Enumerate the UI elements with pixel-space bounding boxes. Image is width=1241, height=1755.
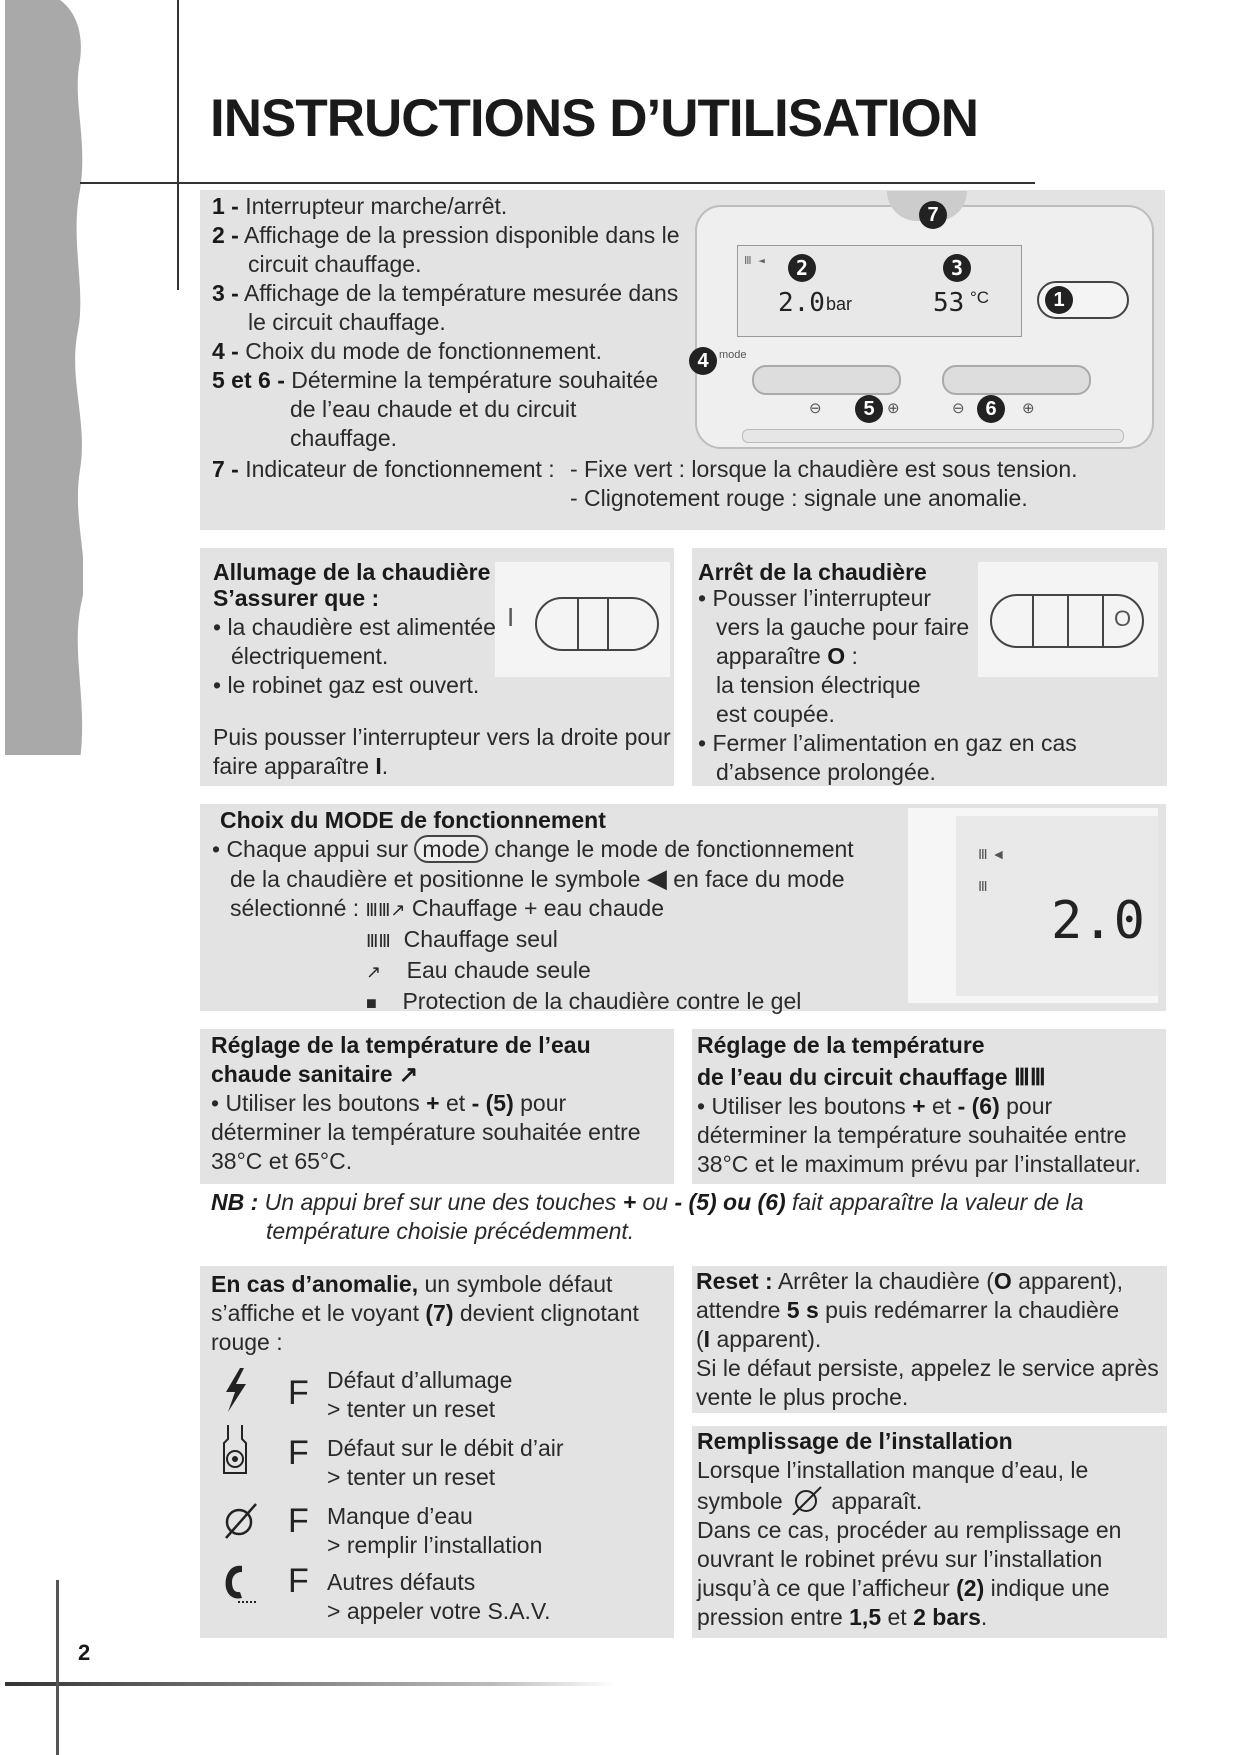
heating-plus-icon: ⊕ <box>1022 400 1035 417</box>
arrow-left-icon: ◀ <box>646 863 667 893</box>
mode-lcd <box>956 816 1158 996</box>
mode-lcd-value: 2.0 <box>1051 891 1145 951</box>
dhw-minus-icon: ⊖ <box>809 400 822 417</box>
badge-1: 1 <box>1045 286 1073 314</box>
frost-protection-icon: ■ <box>366 993 377 1013</box>
phone-icon <box>220 1562 260 1609</box>
power-switch[interactable] <box>1037 281 1129 319</box>
heating-buttons[interactable] <box>942 365 1091 395</box>
no-water-icon <box>789 1485 825 1515</box>
fault-intro: En cas d’anomalie, un symbole défaut s’affiche et le voyant (7) devient clignotant rouge : <box>211 1271 639 1355</box>
footer-rule <box>5 1682 615 1686</box>
indicator-green: - Fixe vert : lorsque la chaudière est sous tension. <box>570 456 1078 482</box>
lcd-screen <box>737 245 1022 337</box>
fault-item: Manque d’eau > remplir l’installation <box>327 1503 543 1558</box>
dhw-buttons[interactable] <box>752 365 901 395</box>
mode-button-label[interactable]: mode <box>719 349 747 361</box>
nb-note-cont: température choisie précédemment. <box>266 1218 635 1244</box>
heating-temperature-text: Réglage de la température de l’eau du circuit chauffage ⅢⅢ • Utiliser les boutons + et - (6) pour déterminer la température souhaitée entre 38°C et le maximum prévu par l’installateur. <box>697 1032 1141 1177</box>
reset-text: Reset : Arrêter la chaudière (O apparent), attendre 5 s puis redémarrer la chaudière (I apparent). Si le défaut persiste, appelez le service après vente le plus proche. <box>696 1268 1159 1410</box>
mode-icons: Ⅲ ◄ <box>744 254 765 267</box>
fan-icon <box>220 1425 250 1480</box>
shutdown-text: Arrêt de la chaudière • Pousser l’interrupteur vers la gauche pour faire apparaître O : la tension électrique est coupée. • Fermer l’alimentation en gaz en cas d’absence prolongée. <box>698 559 1077 785</box>
heating-minus-icon: ⊖ <box>952 400 965 417</box>
pressure-unit: bar <box>826 294 853 314</box>
heating-icon: Ⅲ <box>978 878 988 894</box>
no-water-icon <box>222 1502 258 1545</box>
mode-text: Choix du MODE de fonctionnement • Chaque appui sur mode change le mode de fonctionnement de la chaudière et positionne le symbole ◀ en face du mode sélectionné : ⅢⅢ↗ Chauffage + eau chaude ⅢⅢ Chauffage seul ↗ Eau chaude seule ■ Protection de la chaudière contre le gel <box>212 807 854 1014</box>
refill-text: Remplissage de l’installation Lorsque l’installation manque d’eau, le symbole apparaît. Dans ce cas, procéder au remplissage en ouvrant le robinet prévu sur l’installation jusqu’à ce que l’afficheur (2) indique une pression entre 1,5 et 2 bars. <box>697 1428 1122 1630</box>
temp-unit: °C <box>970 288 990 307</box>
mode-lcd-icons: Ⅲ ◄ <box>978 846 1006 862</box>
lightning-icon <box>222 1368 250 1417</box>
dhw-plus-icon: ⊕ <box>887 400 900 417</box>
fault-letter: F <box>288 1502 309 1540</box>
radiator-icon: ⅢⅢ <box>1013 1064 1046 1090</box>
ignition-text: Allumage de la chaudière S’assurer que : • la chaudière est alimentée électriquement. • le robinet gaz est ouvert. Puis pousser l’interrupteur vers la droite pour faire apparaître I. <box>213 559 671 779</box>
controls-list: 1 - Interrupteur marche/arrêt. 2 - Affichage de la pression disponible dans le circuit chauffage. 3 - Affichage de la température mesurée dans le circuit chauffage. 4 - Choix du mode de fonctionnement. 5 et 6 - Détermine la température souhaitée de l’eau chaude et du circuit chauffage. <box>212 193 680 451</box>
temp-value: 53 <box>933 288 965 318</box>
hot-water-icon: ↗ <box>366 962 382 982</box>
footer-vertical-rule <box>56 1580 59 1755</box>
fault-item: Autres défauts > appeler votre S.A.V. <box>327 1569 551 1624</box>
heating-only-icon: ⅢⅢ <box>366 931 391 951</box>
indicator-red: - Clignotement rouge : signale une anomalie. <box>570 485 1028 511</box>
torn-edge <box>60 0 100 760</box>
header-vertical-rule <box>177 0 179 290</box>
fault-letter: F <box>288 1562 309 1600</box>
page-number: 2 <box>78 1640 91 1665</box>
nb-note: NB : Un appui bref sur une des touches + ou - (5) ou (6) fait apparaître la valeur de la <box>211 1189 1084 1215</box>
switch-off-label: O <box>1114 606 1132 631</box>
badge-3: 3 <box>943 254 971 282</box>
heating-dhw-icon: ⅢⅢ↗ <box>365 900 406 920</box>
badge-4: 4 <box>689 347 717 375</box>
dhw-temperature-text: Réglage de la température de l’eau chaude sanitaire ↗ • Utiliser les boutons + et - (5) pour déterminer la température souhaitée entre 38°C et 65°C. <box>211 1032 641 1174</box>
badge-5: 5 <box>855 395 883 423</box>
switch-on-label: I <box>507 602 515 632</box>
header-horizontal-rule <box>80 182 1035 184</box>
fault-letter: F <box>288 1374 309 1412</box>
fault-item: Défaut sur le débit d’air > tenter un reset <box>327 1435 564 1490</box>
hot-water-icon: ↗ <box>398 1061 419 1087</box>
pressure-value: 2.0 <box>778 288 825 318</box>
indicator-line: 7 - Indicateur de fonctionnement : <box>212 456 555 482</box>
mode-button-icon: mode <box>414 835 488 863</box>
fault-item: Défaut d’allumage > tenter un reset <box>327 1367 513 1422</box>
page-title: INSTRUCTIONS D’UTILISATION <box>210 89 978 148</box>
mode-lcd-illustration <box>908 808 1158 1003</box>
badge-2: 2 <box>788 254 816 282</box>
badge-6: 6 <box>977 395 1005 423</box>
panel-handle <box>742 429 1124 443</box>
badge-7: 7 <box>919 201 947 229</box>
fault-letter: F <box>288 1434 309 1472</box>
control-panel-illustration <box>695 205 1154 449</box>
